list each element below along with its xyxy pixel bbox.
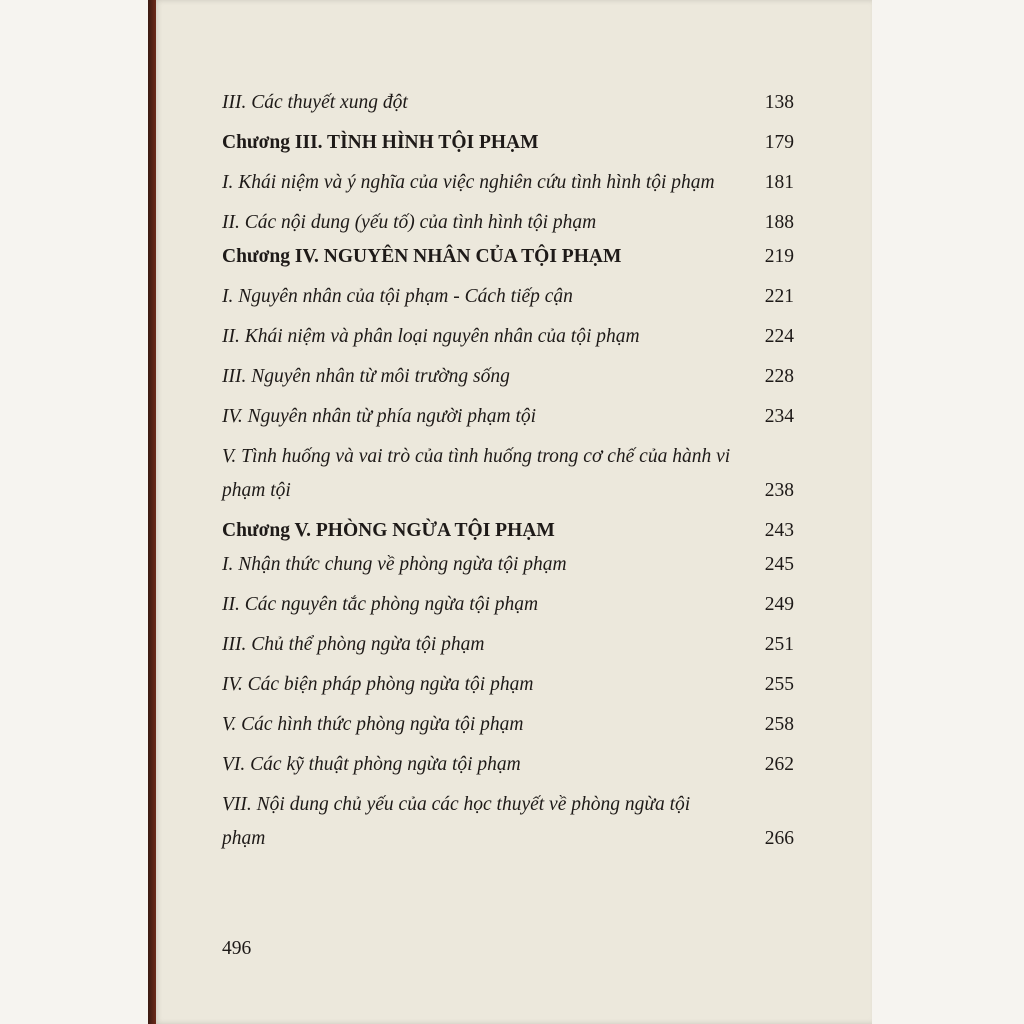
background-left bbox=[0, 0, 152, 1024]
toc-entry-page: 188 bbox=[764, 212, 794, 233]
toc-entry-page: 219 bbox=[764, 246, 794, 267]
toc-entry bbox=[222, 86, 794, 120]
toc-entry-page: 228 bbox=[764, 366, 794, 387]
toc-entry-page: 243 bbox=[764, 520, 794, 541]
table-of-contents bbox=[222, 86, 794, 856]
toc-entry-page: 181 bbox=[764, 172, 794, 193]
toc-entry-page: 138 bbox=[764, 92, 794, 113]
toc-entry-title: IV. Các biện pháp phòng ngừa tội phạm bbox=[222, 674, 534, 695]
toc-entry bbox=[222, 788, 794, 856]
toc-entry-page: 251 bbox=[764, 634, 794, 655]
toc-entry-title: III. Các thuyết xung đột bbox=[222, 92, 408, 113]
toc-chapter-title: Chương V. PHÒNG NGỪA TỘI PHẠM bbox=[222, 520, 555, 541]
toc-entry-page: 245 bbox=[764, 554, 794, 575]
toc-entry-title: I. Nguyên nhân của tội phạm - Cách tiếp cận bbox=[222, 286, 573, 307]
toc-entry-title: VI. Các kỹ thuật phòng ngừa tội phạm bbox=[222, 754, 521, 775]
toc-chapter-heading bbox=[222, 240, 794, 274]
toc-entry-page: 179 bbox=[764, 132, 794, 153]
toc-entry-page: 238 bbox=[764, 480, 794, 501]
toc-chapter-title: Chương IV. NGUYÊN NHÂN CỦA TỘI PHẠM bbox=[222, 246, 622, 267]
toc-entry-page: 258 bbox=[764, 714, 794, 735]
toc-entry-title: VII. Nội dung chủ yếu của các học thuyết về phòng ngừa tội phạm bbox=[222, 794, 691, 849]
toc-entry bbox=[222, 360, 794, 394]
background-right bbox=[872, 0, 1024, 1024]
toc-entry-page: 249 bbox=[764, 594, 794, 615]
toc-chapter-title: Chương III. TÌNH HÌNH TỘI PHẠM bbox=[222, 132, 539, 153]
toc-entry bbox=[222, 440, 794, 508]
toc-entry-title: I. Nhận thức chung về phòng ngừa tội phạm bbox=[222, 554, 567, 575]
toc-entry-title: III. Chủ thể phòng ngừa tội phạm bbox=[222, 634, 485, 655]
toc-entry-title: II. Các nội dung (yếu tố) của tình hình tội phạm bbox=[222, 212, 597, 233]
toc-entry-title: V. Tình huống và vai trò của tình huống trong cơ chế của hành vi phạm tội bbox=[222, 446, 731, 501]
toc-entry bbox=[222, 320, 794, 354]
toc-entry bbox=[222, 628, 794, 662]
page-number: 496 bbox=[222, 938, 252, 959]
toc-chapter-heading bbox=[222, 514, 794, 548]
toc-entry bbox=[222, 280, 794, 314]
toc-entry-title: II. Các nguyên tắc phòng ngừa tội phạm bbox=[222, 594, 539, 615]
toc-entry-title: IV. Nguyên nhân từ phía người phạm tội bbox=[222, 406, 537, 427]
toc-entry bbox=[222, 166, 794, 200]
toc-entry-title: V. Các hình thức phòng ngừa tội phạm bbox=[222, 714, 524, 735]
toc-entry bbox=[222, 588, 794, 622]
toc-entry-page: 234 bbox=[764, 406, 794, 427]
toc-entry bbox=[222, 206, 794, 240]
toc-entry bbox=[222, 400, 794, 434]
toc-entry bbox=[222, 668, 794, 702]
book-spine bbox=[148, 0, 156, 1024]
toc-entry-title: III. Nguyên nhân từ môi trường sống bbox=[222, 366, 510, 387]
toc-entry-page: 266 bbox=[764, 828, 794, 849]
toc-entry-page: 255 bbox=[764, 674, 794, 695]
toc-chapter-heading bbox=[222, 126, 794, 160]
toc-entry bbox=[222, 708, 794, 742]
toc-entry-page: 221 bbox=[764, 286, 794, 307]
toc-entry-title: II. Khái niệm và phân loại nguyên nhân của tội phạm bbox=[222, 326, 640, 347]
toc-entry-title: I. Khái niệm và ý nghĩa của việc nghiên cứu tình hình tội phạm bbox=[222, 172, 715, 193]
toc-entry-page: 224 bbox=[764, 326, 794, 347]
toc-entry bbox=[222, 548, 794, 582]
toc-entry-page: 262 bbox=[764, 754, 794, 775]
toc-entry bbox=[222, 748, 794, 782]
